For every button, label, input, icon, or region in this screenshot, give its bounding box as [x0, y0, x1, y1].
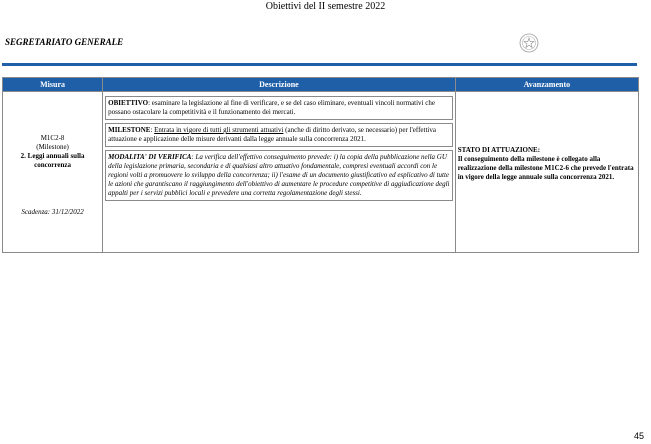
stato-label: STATO DI ATTUAZIONE:: [457, 146, 541, 154]
header-divider: [2, 63, 637, 66]
misura-name-line1: 2. Leggi annuali sulla: [20, 152, 85, 160]
page-number: 45: [634, 431, 645, 441]
milestone-table: [2, 77, 639, 253]
milestone-separator: :: [150, 126, 155, 134]
obiettivo-box: [105, 96, 453, 120]
obiettivo-label: OBIETTIVO: [108, 99, 149, 107]
misura-cell: [3, 92, 103, 253]
misura-code: M1C2-8: [40, 134, 65, 142]
misura-name-line2: concorrenza: [34, 161, 71, 169]
milestone-text: (anche di diritto derivato, se necessario) per l'effettiva attuazione e applicazione delle misure derivanti dalla legge annuale sulla concorrenza 2021.: [108, 126, 436, 143]
table-header-row: [3, 78, 639, 92]
verifica-label: MODALITA' DI VERIFICA: [108, 153, 192, 161]
column-header-avanzamento: Avanzamento: [455, 78, 638, 92]
descrizione-cell: [103, 92, 456, 253]
obiettivo-text: : esaminare la legislazione al fine di verificare, e se del caso eliminare, eventuali vincoli normativi che possano ostacolare la competitività e il funzionamento dei mercati.: [108, 99, 435, 116]
avanzamento-cell: [455, 92, 638, 253]
milestone-box: [105, 123, 453, 147]
document-title: Obiettivi del II semestre 2022: [265, 1, 386, 12]
italian-republic-emblem-icon: [519, 33, 539, 53]
verifica-text: : La verifica dell'effettivo conseguimento prevede: i) la copia della pubblicazione nella GU della legislazione primaria, secondaria e di qualsiasi altro attuativo fondamentale, compresi eventuali accordi con le regioni volti a promuovere lo sviluppo della concorrenza; ii) l'esame di un documento giustificativo ed esplicativo di tutte le azioni che garantiscano il raggiungimento dell'obiettivo di aumentare le procedure competitive di aggiudicazione degli appalti per i servizi pubblici locali e prevedere una corretta regolamentazione degli stessi.: [108, 153, 450, 197]
milestone-label: MILESTONE: [108, 126, 151, 134]
stato-text: Il conseguimento della milestone è collegato alla realizzazione della milestone M1C2-6 che prevede l'entrata in vigore della legge annuale sulla concorrenza 2021.: [457, 155, 634, 181]
column-header-misura: Misura: [3, 78, 103, 92]
table-row: [3, 92, 639, 253]
column-header-descrizione: Descrizione: [103, 78, 456, 92]
verifica-box: [105, 150, 453, 201]
misura-type: (Milestone): [36, 143, 69, 151]
milestone-underlined-text: Entrata in vigore di tutti gli strumenti attuativi: [154, 126, 284, 134]
section-title: SEGRETARIATO GENERALE: [5, 37, 124, 47]
misura-deadline: Scadenza: 31/12/2022: [21, 208, 84, 216]
